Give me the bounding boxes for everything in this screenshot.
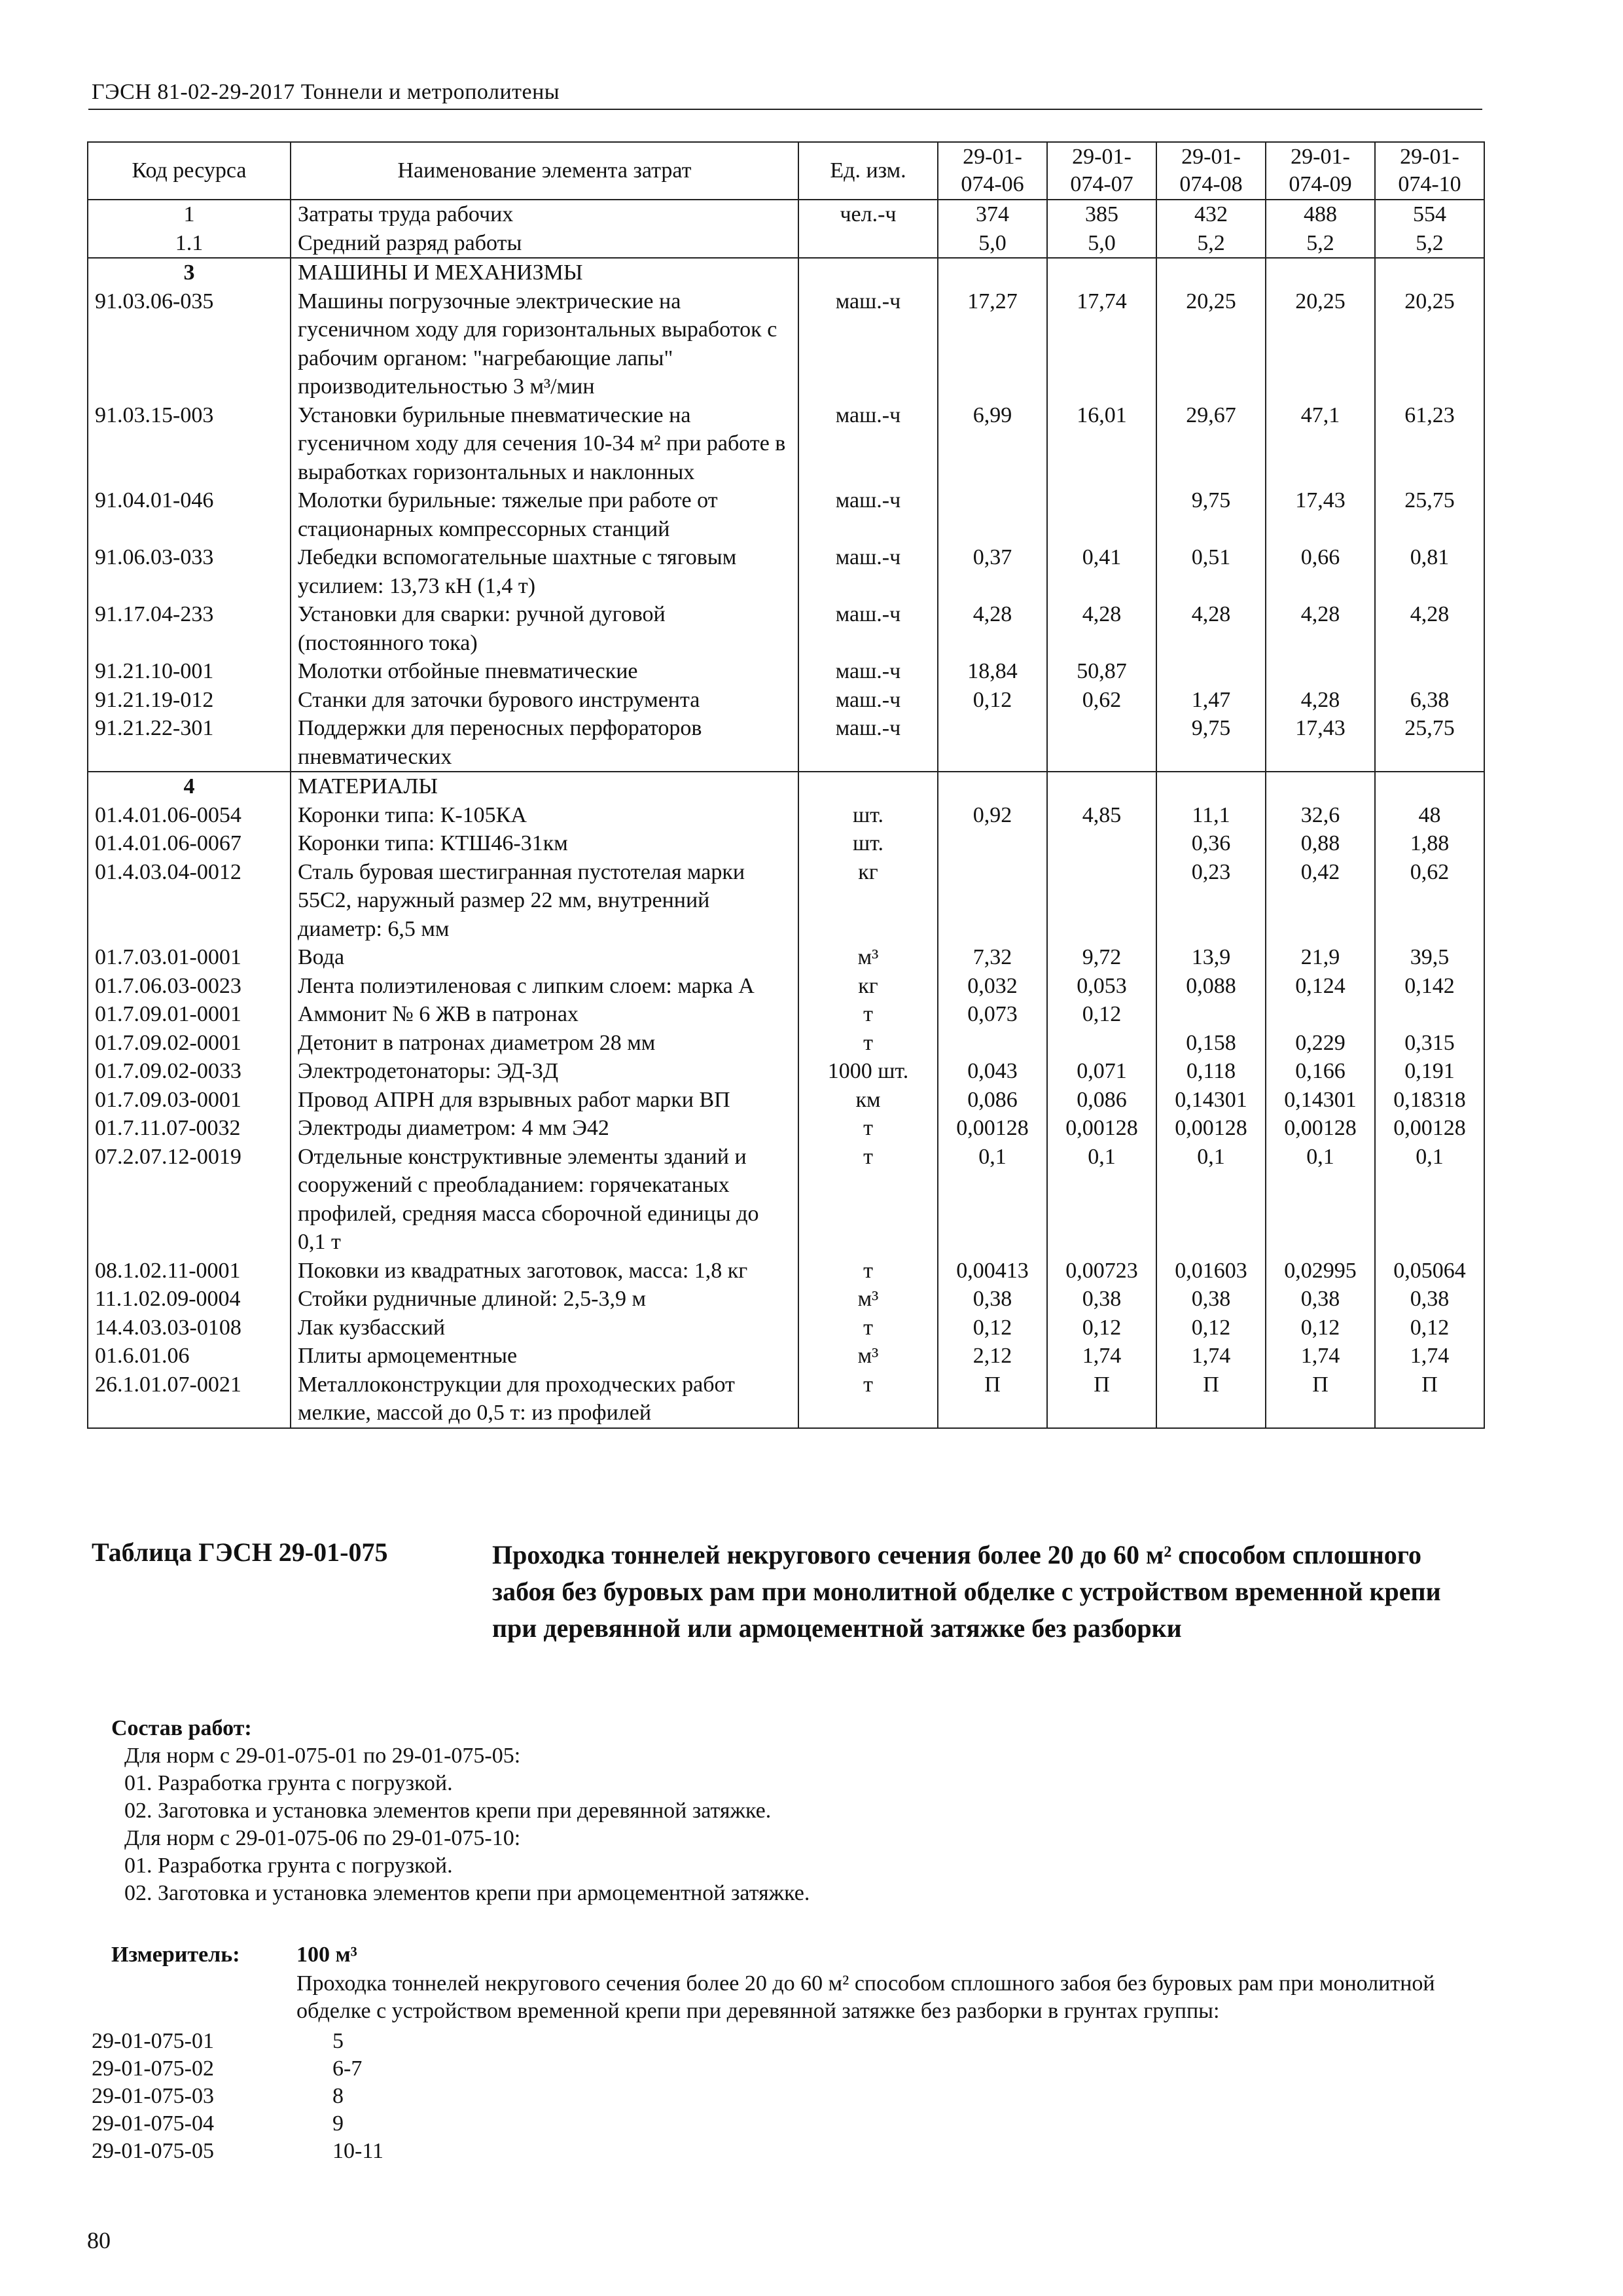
- norm-code: 29-01-075-02: [92, 2056, 214, 2081]
- value-cell: 13,9: [1156, 943, 1266, 972]
- value-cell: 0,00128: [1375, 1114, 1484, 1143]
- table-row: [88, 801, 1484, 830]
- resource-name: Коронки типа: К-105КА: [291, 801, 798, 830]
- value-cell: 9,72: [1047, 943, 1156, 972]
- unit-cell: маш.-ч: [798, 486, 938, 543]
- resource-name: Стойки рудничные длиной: 2,5-3,9 м: [291, 1285, 798, 1314]
- resource-name: Детонит в патронах диаметром 28 мм: [291, 1029, 798, 1058]
- soil-group: 9: [332, 2111, 344, 2136]
- value-cell: 25,75: [1375, 486, 1484, 543]
- value-cell: 0,142: [1375, 972, 1484, 1001]
- table-row: [88, 1371, 1484, 1428]
- norm-row: [92, 2028, 383, 2055]
- col-header: 29-01- 074-08: [1156, 142, 1266, 200]
- resource-code: 1.1: [88, 229, 291, 259]
- value-cell: 0,00413: [938, 1257, 1047, 1285]
- value-cell: [938, 486, 1047, 543]
- value-cell: 1,88: [1375, 829, 1484, 858]
- resource-code: 91.21.10-001: [88, 657, 291, 686]
- table-row: [88, 829, 1484, 858]
- table-row: [88, 1285, 1484, 1314]
- resource-name: Сталь буровая шестигранная пустотелая марки 55С2, наружный размер 22 мм, внутренний диаметр: 6,5 мм: [291, 858, 798, 944]
- value-cell: 0,1: [938, 1143, 1047, 1257]
- value-cell: 0,071: [1047, 1057, 1156, 1086]
- value-cell: [1047, 258, 1156, 287]
- unit-cell: [798, 772, 938, 801]
- unit-cell: маш.-ч: [798, 401, 938, 487]
- value-cell: 0,032: [938, 972, 1047, 1001]
- unit-cell: маш.-ч: [798, 543, 938, 600]
- value-cell: 385: [1047, 200, 1156, 229]
- unit-cell: шт.: [798, 801, 938, 830]
- value-cell: 1,74: [1047, 1342, 1156, 1371]
- col-header: 29-01- 074-07: [1047, 142, 1156, 200]
- value-cell: [1375, 258, 1484, 287]
- value-cell: 0,053: [1047, 972, 1156, 1001]
- unit-cell: чел.-ч: [798, 200, 938, 229]
- value-cell: 4,28: [1266, 686, 1375, 715]
- work-composition: [111, 1715, 810, 1907]
- value-cell: 0,18318: [1375, 1086, 1484, 1115]
- value-cell: [1156, 258, 1266, 287]
- value-cell: 6,38: [1375, 686, 1484, 715]
- value-cell: П: [1047, 1371, 1156, 1428]
- soil-group: 6-7: [332, 2056, 363, 2081]
- table-row: [88, 1314, 1484, 1342]
- value-cell: 0,315: [1375, 1029, 1484, 1058]
- value-cell: 488: [1266, 200, 1375, 229]
- resource-code: 91.03.06-035: [88, 287, 291, 401]
- value-cell: [938, 1029, 1047, 1058]
- resource-code: 14.4.03.03-0108: [88, 1314, 291, 1342]
- table-row: [88, 200, 1484, 229]
- resource-name: Поковки из квадратных заготовок, масса: 1,8 кг: [291, 1257, 798, 1285]
- value-cell: [1047, 1029, 1156, 1058]
- value-cell: 0,00128: [1047, 1114, 1156, 1143]
- unit-cell: [798, 258, 938, 287]
- unit-cell: т: [798, 1257, 938, 1285]
- value-cell: 0,38: [1375, 1285, 1484, 1314]
- value-cell: 17,27: [938, 287, 1047, 401]
- value-cell: 0,086: [1047, 1086, 1156, 1115]
- resource-code: 1: [88, 200, 291, 229]
- value-cell: [1266, 657, 1375, 686]
- resource-name: Установки для сварки: ручной дуговой (постоянного тока): [291, 600, 798, 657]
- value-cell: 374: [938, 200, 1047, 229]
- table-row: [88, 972, 1484, 1001]
- value-cell: 0,073: [938, 1000, 1047, 1029]
- value-cell: 1,74: [1375, 1342, 1484, 1371]
- table-row: [88, 1114, 1484, 1143]
- value-cell: 0,191: [1375, 1057, 1484, 1086]
- resource-name: Коронки типа: КТШ46-31км: [291, 829, 798, 858]
- resource-code: 01.7.09.01-0001: [88, 1000, 291, 1029]
- unit-cell: т: [798, 1371, 938, 1428]
- work-line: 02. Заготовка и установка элементов крепи при деревянной затяжке.: [124, 1799, 772, 1823]
- unit-cell: кг: [798, 972, 938, 1001]
- value-cell: 39,5: [1375, 943, 1484, 972]
- value-cell: 0,1: [1156, 1143, 1266, 1257]
- resource-code: 3: [88, 258, 291, 287]
- norm-code: 29-01-075-05: [92, 2139, 214, 2163]
- value-cell: 0,62: [1375, 858, 1484, 944]
- table-row: [88, 229, 1484, 259]
- unit-cell: т: [798, 1114, 938, 1143]
- value-cell: [1156, 657, 1266, 686]
- unit-cell: т: [798, 1000, 938, 1029]
- value-cell: 0,38: [1047, 1285, 1156, 1314]
- unit-cell: т: [798, 1029, 938, 1058]
- value-cell: [1375, 1000, 1484, 1029]
- value-cell: 18,84: [938, 657, 1047, 686]
- value-cell: 0,12: [1266, 1314, 1375, 1342]
- section-row: [88, 772, 1484, 801]
- header-rule: [88, 109, 1482, 110]
- value-cell: 5,2: [1156, 229, 1266, 259]
- resource-code: 91.04.01-046: [88, 486, 291, 543]
- table-row: [88, 401, 1484, 487]
- value-cell: 0,00128: [938, 1114, 1047, 1143]
- table-row: [88, 714, 1484, 772]
- value-cell: 0,38: [1266, 1285, 1375, 1314]
- work-composition-label: Состав работ:: [111, 1716, 252, 1740]
- value-cell: 0,02995: [1266, 1257, 1375, 1285]
- resource-code: 91.17.04-233: [88, 600, 291, 657]
- section-title: МАШИНЫ И МЕХАНИЗМЫ: [291, 258, 798, 287]
- resource-code: 08.1.02.11-0001: [88, 1257, 291, 1285]
- value-cell: [938, 772, 1047, 801]
- value-cell: 21,9: [1266, 943, 1375, 972]
- resource-name: Средний разряд работы: [291, 229, 798, 259]
- value-cell: 0,086: [938, 1086, 1047, 1115]
- table-row: [88, 543, 1484, 600]
- resource-name: Плиты армоцементные: [291, 1342, 798, 1371]
- resource-code: 01.6.01.06: [88, 1342, 291, 1371]
- value-cell: 0,12: [1047, 1000, 1156, 1029]
- table-row: [88, 943, 1484, 972]
- value-cell: 50,87: [1047, 657, 1156, 686]
- value-cell: 5,0: [938, 229, 1047, 259]
- resource-code: 4: [88, 772, 291, 801]
- value-cell: 4,28: [1156, 600, 1266, 657]
- value-cell: 0,12: [1156, 1314, 1266, 1342]
- resource-name: Вода: [291, 943, 798, 972]
- table-row: [88, 686, 1484, 715]
- table-row: [88, 1086, 1484, 1115]
- value-cell: 0,12: [938, 686, 1047, 715]
- value-cell: 11,1: [1156, 801, 1266, 830]
- unit-cell: маш.-ч: [798, 657, 938, 686]
- measure-unit: 100 м³: [296, 1943, 357, 1967]
- soil-group: 10-11: [332, 2139, 384, 2163]
- col-header: 29-01- 074-10: [1375, 142, 1484, 200]
- resource-code: 91.21.22-301: [88, 714, 291, 772]
- page-number: 80: [87, 2227, 111, 2253]
- unit-cell: км: [798, 1086, 938, 1115]
- value-cell: 2,12: [938, 1342, 1047, 1371]
- work-line: Для норм с 29-01-075-01 по 29-01-075-05:: [124, 1744, 521, 1768]
- value-cell: [1047, 858, 1156, 944]
- soil-group: 5: [332, 2029, 344, 2053]
- resource-table: [87, 141, 1485, 1429]
- resource-name: Молотки бурильные: тяжелые при работе от стационарных компрессорных станций: [291, 486, 798, 543]
- unit-cell: м³: [798, 943, 938, 972]
- section-row: [88, 258, 1484, 287]
- col-header: Код ресурса: [88, 142, 291, 200]
- table-row: [88, 1029, 1484, 1058]
- resource-name: Электроды диаметром: 4 мм Э42: [291, 1114, 798, 1143]
- value-cell: 4,85: [1047, 801, 1156, 830]
- resource-code: 01.4.01.06-0067: [88, 829, 291, 858]
- value-cell: [1266, 1000, 1375, 1029]
- value-cell: [938, 858, 1047, 944]
- value-cell: П: [1156, 1371, 1266, 1428]
- resource-name: Установки бурильные пневматические на гусеничном ходу для сечения 10-34 м² при работе в выработках горизонтальных и наклонных: [291, 401, 798, 487]
- value-cell: П: [938, 1371, 1047, 1428]
- resource-name: Лак кузбасский: [291, 1314, 798, 1342]
- value-cell: 0,37: [938, 543, 1047, 600]
- value-cell: 47,1: [1266, 401, 1375, 487]
- unit-cell: шт.: [798, 829, 938, 858]
- value-cell: 0,92: [938, 801, 1047, 830]
- value-cell: [938, 714, 1047, 772]
- value-cell: 0,38: [938, 1285, 1047, 1314]
- table-row: [88, 287, 1484, 401]
- unit-cell: м³: [798, 1285, 938, 1314]
- resource-name: Поддержки для переносных перфораторов пневматических: [291, 714, 798, 772]
- resource-name: Аммонит № 6 ЖВ в патронах: [291, 1000, 798, 1029]
- resource-code: 26.1.01.07-0021: [88, 1371, 291, 1428]
- value-cell: [1047, 714, 1156, 772]
- resource-code: 91.03.15-003: [88, 401, 291, 487]
- value-cell: 4,28: [938, 600, 1047, 657]
- col-header: 29-01- 074-09: [1266, 142, 1375, 200]
- value-cell: 432: [1156, 200, 1266, 229]
- work-line: Для норм с 29-01-075-06 по 29-01-075-10:: [124, 1826, 521, 1850]
- value-cell: 16,01: [1047, 401, 1156, 487]
- value-cell: 17,43: [1266, 714, 1375, 772]
- table-row: [88, 657, 1484, 686]
- value-cell: 0,12: [1375, 1314, 1484, 1342]
- soil-group: 8: [332, 2084, 344, 2108]
- table-row: [88, 1257, 1484, 1285]
- unit-cell: маш.-ч: [798, 686, 938, 715]
- resource-name: Металлоконструкции для проходческих работ мелкие, массой до 0,5 т: из профилей: [291, 1371, 798, 1428]
- resource-code: 01.4.03.04-0012: [88, 858, 291, 944]
- value-cell: 0,41: [1047, 543, 1156, 600]
- table-row: [88, 1057, 1484, 1086]
- table-row: [88, 600, 1484, 657]
- value-cell: 0,42: [1266, 858, 1375, 944]
- work-line: 01. Разработка грунта с погрузкой.: [124, 1854, 453, 1878]
- table-row: [88, 1000, 1484, 1029]
- value-cell: 0,36: [1156, 829, 1266, 858]
- value-cell: [1266, 258, 1375, 287]
- value-cell: 0,166: [1266, 1057, 1375, 1086]
- value-cell: [938, 829, 1047, 858]
- value-cell: 0,51: [1156, 543, 1266, 600]
- value-cell: 17,43: [1266, 486, 1375, 543]
- value-cell: 5,2: [1266, 229, 1375, 259]
- measure-description: Проходка тоннелей некругового сечения более 20 до 60 м² способом сплошного забоя без буровых рам при монолитной обделке с устройством временной крепи при деревянной затяжке без разборки в грунтах группы:: [296, 1971, 1435, 2023]
- value-cell: 0,043: [938, 1057, 1047, 1086]
- resource-code: 07.2.07.12-0019: [88, 1143, 291, 1257]
- col-header: Наименование элемента затрат: [291, 142, 798, 200]
- value-cell: 5,2: [1375, 229, 1484, 259]
- resource-code: 01.7.09.03-0001: [88, 1086, 291, 1115]
- section-title: МАТЕРИАЛЫ: [291, 772, 798, 801]
- resource-name: Машины погрузочные электрические на гусеничном ходу для горизонтальных выработок с рабочим органом: "нагребающие лапы" производительностью 3 м³/мин: [291, 287, 798, 401]
- unit-cell: маш.-ч: [798, 600, 938, 657]
- value-cell: 0,05064: [1375, 1257, 1484, 1285]
- value-cell: 6,99: [938, 401, 1047, 487]
- value-cell: 0,38: [1156, 1285, 1266, 1314]
- value-cell: 0,66: [1266, 543, 1375, 600]
- value-cell: 29,67: [1156, 401, 1266, 487]
- value-cell: 9,75: [1156, 486, 1266, 543]
- value-cell: 1,47: [1156, 686, 1266, 715]
- value-cell: [1047, 829, 1156, 858]
- value-cell: 32,6: [1266, 801, 1375, 830]
- table-row: [88, 1143, 1484, 1257]
- value-cell: 17,74: [1047, 287, 1156, 401]
- value-cell: [1156, 772, 1266, 801]
- value-cell: 0,00723: [1047, 1257, 1156, 1285]
- norm-list: [92, 2028, 383, 2165]
- norm-code: 29-01-075-03: [92, 2084, 214, 2108]
- value-cell: [1047, 772, 1156, 801]
- resource-code: 11.1.02.09-0004: [88, 1285, 291, 1314]
- norm-row: [92, 2083, 383, 2110]
- value-cell: 9,75: [1156, 714, 1266, 772]
- value-cell: [1047, 486, 1156, 543]
- value-cell: 0,81: [1375, 543, 1484, 600]
- value-cell: 0,12: [1047, 1314, 1156, 1342]
- unit-cell: 1000 шт.: [798, 1057, 938, 1086]
- norm-code: 29-01-075-01: [92, 2029, 214, 2053]
- value-cell: 1,74: [1156, 1342, 1266, 1371]
- unit-cell: маш.-ч: [798, 714, 938, 772]
- resource-name: Лебедки вспомогательные шахтные с тяговым усилием: 13,73 кН (1,4 т): [291, 543, 798, 600]
- measure-label: Измеритель:: [111, 1943, 240, 1967]
- resource-name: Провод АПРН для взрывных работ марки ВП: [291, 1086, 798, 1115]
- value-cell: 4,28: [1047, 600, 1156, 657]
- resource-code: 91.21.19-012: [88, 686, 291, 715]
- norm-row: [92, 2055, 383, 2083]
- resource-name: Лента полиэтиленовая с липким слоем: марка А: [291, 972, 798, 1001]
- unit-cell: маш.-ч: [798, 287, 938, 401]
- value-cell: 25,75: [1375, 714, 1484, 772]
- resource-code: 01.7.09.02-0033: [88, 1057, 291, 1086]
- norm-row: [92, 2138, 383, 2165]
- table-header-row: [88, 142, 1484, 200]
- resource-name: Отдельные конструктивные элементы зданий и сооружений с преобладанием: горячекатаных профилей, средняя масса сборочной единицы до 0,1 т: [291, 1143, 798, 1257]
- resource-name: Станки для заточки бурового инструмента: [291, 686, 798, 715]
- work-line: 01. Разработка грунта с погрузкой.: [124, 1771, 453, 1795]
- work-line: 02. Заготовка и установка элементов крепи при армоцементной затяжке.: [124, 1881, 810, 1905]
- value-cell: 0,124: [1266, 972, 1375, 1001]
- value-cell: 0,229: [1266, 1029, 1375, 1058]
- value-cell: [1375, 772, 1484, 801]
- value-cell: 0,00128: [1266, 1114, 1375, 1143]
- resource-code: 01.4.01.06-0054: [88, 801, 291, 830]
- value-cell: 0,1: [1266, 1143, 1375, 1257]
- norm-code: 29-01-075-04: [92, 2111, 214, 2136]
- resource-code: 01.7.09.02-0001: [88, 1029, 291, 1058]
- table-row: [88, 486, 1484, 543]
- resource-name: Электродетонаторы: ЭД-3Д: [291, 1057, 798, 1086]
- value-cell: П: [1375, 1371, 1484, 1428]
- value-cell: 0,23: [1156, 858, 1266, 944]
- value-cell: [938, 258, 1047, 287]
- table-row: [88, 1342, 1484, 1371]
- value-cell: П: [1266, 1371, 1375, 1428]
- value-cell: 4,28: [1266, 600, 1375, 657]
- resource-code: 01.7.03.01-0001: [88, 943, 291, 972]
- value-cell: 7,32: [938, 943, 1047, 972]
- unit-cell: т: [798, 1143, 938, 1257]
- value-cell: 0,118: [1156, 1057, 1266, 1086]
- value-cell: 48: [1375, 801, 1484, 830]
- value-cell: 20,25: [1266, 287, 1375, 401]
- value-cell: 20,25: [1375, 287, 1484, 401]
- value-cell: 0,62: [1047, 686, 1156, 715]
- col-header: Ед. изм.: [798, 142, 938, 200]
- unit-cell: кг: [798, 858, 938, 944]
- value-cell: 0,088: [1156, 972, 1266, 1001]
- resource-code: 01.7.11.07-0032: [88, 1114, 291, 1143]
- unit-cell: [798, 229, 938, 259]
- resource-name: Затраты труда рабочих: [291, 200, 798, 229]
- value-cell: 5,0: [1047, 229, 1156, 259]
- value-cell: 0,12: [938, 1314, 1047, 1342]
- value-cell: [1156, 1000, 1266, 1029]
- col-header: 29-01- 074-06: [938, 142, 1047, 200]
- value-cell: [1375, 657, 1484, 686]
- value-cell: 0,14301: [1266, 1086, 1375, 1115]
- value-cell: 0,00128: [1156, 1114, 1266, 1143]
- value-cell: 0,01603: [1156, 1257, 1266, 1285]
- value-cell: 554: [1375, 200, 1484, 229]
- value-cell: 0,88: [1266, 829, 1375, 858]
- unit-cell: т: [798, 1314, 938, 1342]
- table-title: Проходка тоннелей некругового сечения более 20 до 60 м² способом сплошного забоя без буровых рам при монолитной обделке с устройством временной крепи при деревянной или армоцементной затяжке без разборки: [492, 1540, 1441, 1643]
- value-cell: [1266, 772, 1375, 801]
- value-cell: 20,25: [1156, 287, 1266, 401]
- resource-code: 91.06.03-033: [88, 543, 291, 600]
- running-header: ГЭСН 81-02-29-2017 Тоннели и метрополитены: [92, 80, 560, 104]
- table-row: [88, 858, 1484, 944]
- unit-cell: м³: [798, 1342, 938, 1371]
- value-cell: 4,28: [1375, 600, 1484, 657]
- norm-row: [92, 2110, 383, 2138]
- resource-name: Молотки отбойные пневматические: [291, 657, 798, 686]
- value-cell: 1,74: [1266, 1342, 1375, 1371]
- value-cell: 0,14301: [1156, 1086, 1266, 1115]
- resource-code: 01.7.06.03-0023: [88, 972, 291, 1001]
- value-cell: 61,23: [1375, 401, 1484, 487]
- value-cell: 0,1: [1047, 1143, 1156, 1257]
- value-cell: 0,158: [1156, 1029, 1266, 1058]
- table-caption: Таблица ГЭСН 29-01-075: [92, 1537, 388, 1567]
- value-cell: 0,1: [1375, 1143, 1484, 1257]
